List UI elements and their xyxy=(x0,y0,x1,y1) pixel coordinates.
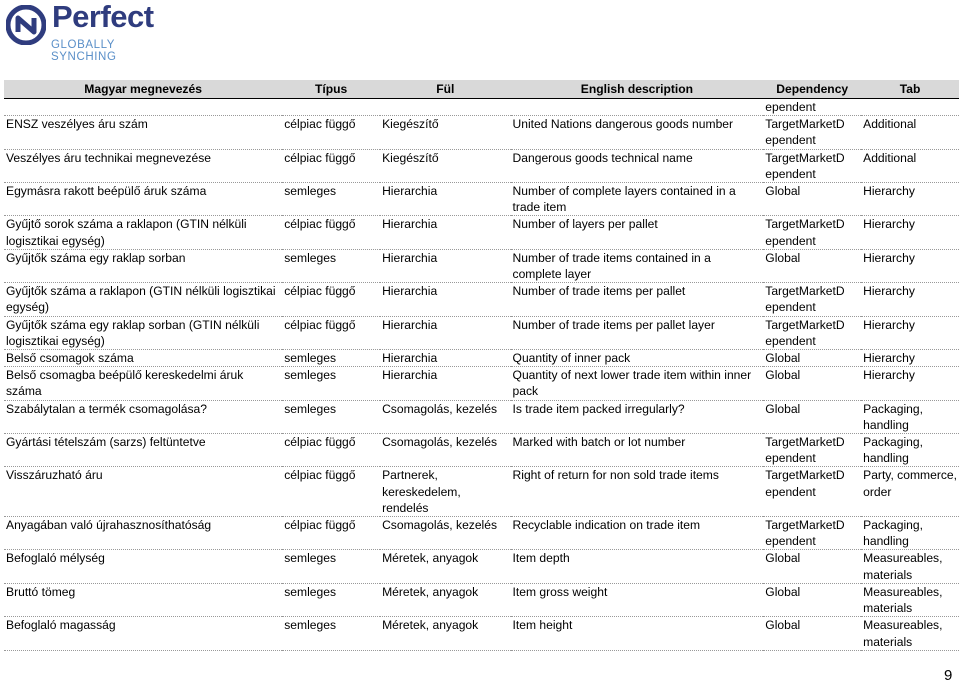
cell-dependency: ependent xyxy=(765,100,816,114)
cell-dependency: TargetMarketD ependent xyxy=(765,217,845,248)
cell-english-description: Number of layers per pallet xyxy=(512,217,658,232)
cell-english-description: Number of trade items per pallet layer xyxy=(512,317,715,332)
cell-hungarian-name: Gyűjtők száma egy raklap sorban xyxy=(6,250,186,265)
cell-hungarian-name: ENSZ veszélyes áru szám xyxy=(6,117,148,132)
header-type: Típus xyxy=(282,80,380,99)
table-row xyxy=(4,617,959,650)
cell-hungarian-name: Belső csomagok száma xyxy=(6,351,134,366)
table-row xyxy=(4,434,959,467)
cell-hungarian-name: Gyártási tételszám (sarzs) feltüntetve xyxy=(6,435,206,450)
attributes-table xyxy=(4,80,959,651)
cell-dependency: TargetMarketD ependent xyxy=(765,435,845,466)
cell-type: célpiac függő xyxy=(284,150,356,165)
cell-tab-hu: Hierarchia xyxy=(382,317,438,332)
cell-english-description: United Nations dangerous goods number xyxy=(512,117,734,132)
cell-dependency: TargetMarketD ependent xyxy=(765,317,845,348)
cell-english-description: Right of return for non sold trade items xyxy=(512,468,719,483)
table-row xyxy=(4,283,959,316)
cell-tab-hu: Méretek, anyagok xyxy=(382,551,479,566)
cell-tab-hu: Kiegészítő xyxy=(382,150,439,165)
table-row xyxy=(4,316,959,349)
cell-type xyxy=(282,99,380,116)
cell-english-description: Quantity of next lower trade item within inner pack xyxy=(512,368,752,399)
cell-tab-hu: Csomagolás, kezelés xyxy=(382,518,498,533)
cell-tab: Hierarchy xyxy=(863,368,915,383)
table-row xyxy=(4,400,959,433)
cell-dependency: Global xyxy=(765,250,801,265)
cell-english-description: Number of complete layers contained in a trade item xyxy=(512,184,736,215)
header-tab-hu: Fül xyxy=(380,80,510,99)
table-header-row xyxy=(4,80,959,99)
cell-tab: Hierarchy xyxy=(863,284,915,299)
cell-dependency: Global xyxy=(765,368,801,383)
table-row xyxy=(4,583,959,616)
cell-hungarian-name: Belső csomagba beépülő kereskedelmi áruk száma xyxy=(6,368,244,399)
cell-tab: Additional xyxy=(863,117,917,132)
table-row xyxy=(4,99,959,116)
table-row xyxy=(4,467,959,517)
cell-tab: Hierarchy xyxy=(863,317,915,332)
cell-english-description: Item gross weight xyxy=(512,584,608,599)
header-dependency: Dependency xyxy=(763,80,861,99)
page-number: 9 xyxy=(944,667,953,684)
cell-tab: Measureables, materials xyxy=(863,551,943,582)
cell-hungarian-name: Gyűjtők száma a raklapon (GTIN nélküli logisztikai egység) xyxy=(6,284,276,315)
cell-type: semleges xyxy=(284,250,336,265)
cell-tab: Hierarchy xyxy=(863,217,915,232)
cell-hungarian-name xyxy=(4,99,282,116)
table-row xyxy=(4,550,959,583)
cell-hungarian-name: Szabálytalan a termék csomagolása? xyxy=(6,401,207,416)
logo-tagline: GLOBALLY SYNCHING xyxy=(51,39,117,63)
header-hungarian-name: Magyar megnevezés xyxy=(4,80,282,99)
cell-english-description: Number of trade items per pallet xyxy=(512,284,686,299)
header-tab: Tab xyxy=(861,80,959,99)
cell-dependency: Global xyxy=(765,401,801,416)
cell-dependency: TargetMarketD ependent xyxy=(765,468,845,499)
logo-wordmark: Perfect xyxy=(52,0,154,34)
cell-english-description: Dangerous goods technical name xyxy=(512,150,693,165)
table-row xyxy=(4,149,959,182)
cell-tab-hu: Méretek, anyagok xyxy=(382,618,479,633)
company-logo xyxy=(4,0,174,63)
cell-type: semleges xyxy=(284,551,336,566)
cell-type: célpiac függő xyxy=(284,217,356,232)
table-row xyxy=(4,517,959,550)
cell-type: semleges xyxy=(284,618,336,633)
cell-hungarian-name: Veszélyes áru technikai megnevezése xyxy=(6,150,212,165)
cell-type: célpiac függő xyxy=(284,117,356,132)
cell-tab-hu: Partnerek, kereskedelem, rendelés xyxy=(382,468,461,515)
cell-type: semleges xyxy=(284,184,336,199)
cell-tab: Packaging, handling xyxy=(863,518,923,549)
cell-dependency: Global xyxy=(765,351,801,366)
cell-tab-hu: Méretek, anyagok xyxy=(382,584,479,599)
table-row xyxy=(4,216,959,249)
cell-hungarian-name: Gyűjtők száma egy raklap sorban (GTIN nélküli logisztikai egység) xyxy=(6,317,260,348)
cell-hungarian-name: Befoglaló magasság xyxy=(6,618,116,633)
cell-tab-hu: Csomagolás, kezelés xyxy=(382,401,498,416)
cell-dependency: TargetMarketD ependent xyxy=(765,518,845,549)
cell-tab-hu: Hierarchia xyxy=(382,184,438,199)
table-row xyxy=(4,116,959,149)
cell-dependency: TargetMarketD ependent xyxy=(765,150,845,181)
cell-hungarian-name: Anyagában való újrahasznosíthatóság xyxy=(6,518,212,533)
cell-tab: Hierarchy xyxy=(863,184,915,199)
cell-type: célpiac függő xyxy=(284,435,356,450)
cell-dependency: TargetMarketD ependent xyxy=(765,284,845,315)
cell-type: semleges xyxy=(284,351,336,366)
cell-hungarian-name: Gyűjtő sorok száma a raklapon (GTIN nélküli logisztikai egység) xyxy=(6,217,247,248)
cell-tab xyxy=(861,99,959,116)
cell-tab-hu: Hierarchia xyxy=(382,250,438,265)
cell-dependency: Global xyxy=(765,551,801,566)
cell-english-description: Number of trade items contained in a complete layer xyxy=(512,250,711,282)
table-row xyxy=(4,249,959,282)
cell-hungarian-name: Visszáruzható áru xyxy=(6,468,103,483)
table-row xyxy=(4,183,959,216)
cell-tab-hu: Hierarchia xyxy=(382,368,438,383)
table-row xyxy=(4,350,959,367)
cell-english-description: Recyclable indication on trade item xyxy=(512,518,701,533)
cell-tab: Hierarchy xyxy=(863,351,915,366)
cell-english-description xyxy=(511,99,764,116)
cell-type: célpiac függő xyxy=(284,284,356,299)
cell-type: célpiac függő xyxy=(284,518,356,533)
cell-english-description: Item height xyxy=(512,618,573,633)
cell-english-description: Quantity of inner pack xyxy=(512,351,631,366)
cell-dependency: TargetMarketD ependent xyxy=(765,117,845,148)
cell-tab-hu: Csomagolás, kezelés xyxy=(382,435,498,450)
cell-tab: Measureables, materials xyxy=(863,584,943,616)
cell-english-description: Marked with batch or lot number xyxy=(512,435,686,450)
cell-type: célpiac függő xyxy=(284,468,356,483)
cell-tab: Measureables, materials xyxy=(863,618,943,649)
cell-tab: Additional xyxy=(863,150,917,165)
cell-type: semleges xyxy=(284,584,336,599)
header-english-description: English description xyxy=(511,80,764,99)
logo-mark-icon xyxy=(6,5,46,45)
cell-tab: Party, commerce, order xyxy=(863,468,957,499)
cell-type: semleges xyxy=(284,401,336,416)
cell-tab: Packaging, handling xyxy=(863,401,923,432)
cell-tab-hu: Hierarchia xyxy=(382,284,438,299)
cell-type: célpiac függő xyxy=(284,317,356,332)
cell-tab-hu: Kiegészítő xyxy=(382,117,439,132)
cell-type: semleges xyxy=(284,368,336,383)
cell-dependency: Global xyxy=(765,584,801,599)
table-row xyxy=(4,367,959,400)
cell-english-description: Item depth xyxy=(512,551,570,566)
cell-tab: Packaging, handling xyxy=(863,435,923,466)
cell-hungarian-name: Befoglaló mélység xyxy=(6,551,105,566)
cell-english-description: Is trade item packed irregularly? xyxy=(512,401,685,416)
cell-tab: Hierarchy xyxy=(863,250,915,265)
cell-dependency: Global xyxy=(765,618,801,633)
cell-hungarian-name: Egymásra rakott beépülő áruk száma xyxy=(6,184,207,199)
cell-dependency: Global xyxy=(765,184,801,199)
cell-tab-hu: Hierarchia xyxy=(382,351,438,366)
cell-tab-hu xyxy=(380,99,510,116)
cell-tab-hu: Hierarchia xyxy=(382,217,438,232)
cell-hungarian-name: Bruttó tömeg xyxy=(6,584,76,599)
